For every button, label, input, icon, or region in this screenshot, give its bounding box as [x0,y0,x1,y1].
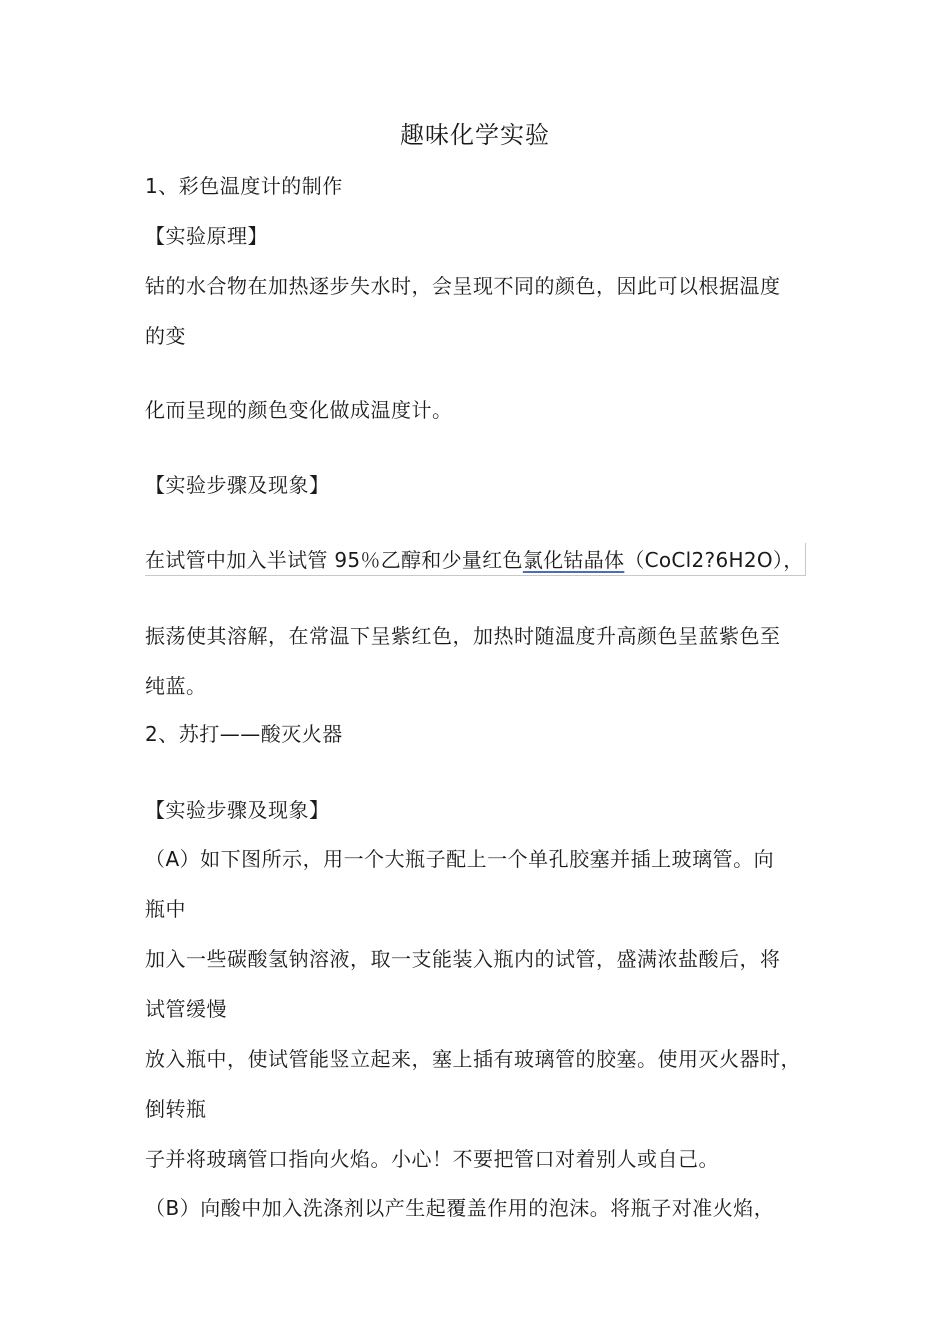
step-a-line-7: 子并将玻璃管口指向火焰。小心！不要把管口对着别人或自己。 [145,1147,719,1171]
step-a-line-4: 试管缓慢 [145,997,227,1021]
step-a-line-6: 倒转瓶 [145,1097,207,1121]
principle-heading: 【实验原理】 [145,224,268,248]
principle-text-line-1: 钴的水合物在加热逐步失水时，会呈现不同的颜色，因此可以根据温度 [145,274,781,298]
principle-text-line-3: 化而呈现的颜色变化做成温度计。 [145,398,453,422]
step-b-line-1: （B）向酸中加入洗涤剂以产生起覆盖作用的泡沫。将瓶子对准火焰， [145,1196,775,1220]
step-a-line-5: 放入瓶中，使试管能竖立起来，塞上插有玻璃管的胶塞。使用灭火器时， [145,1047,801,1071]
steps-heading-1: 【实验步骤及现象】 [145,473,330,497]
steps-text-line-3: 纯蓝。 [145,674,207,698]
steps-text-line-2: 振荡使其溶解，在常温下呈紫红色，加热时随温度升高颜色呈蓝紫色至 [145,624,781,648]
cobalt-chloride-term: 氯化钴晶体 [522,548,625,572]
step-a-line-2: 瓶中 [145,897,186,921]
principle-text-line-2: 的变 [145,324,186,348]
steps-heading-2: 【实验步骤及现象】 [145,798,330,822]
steps-text-line-1 [145,547,804,573]
steps-text-line-1-end: （CoCl2?6H2O）， [624,548,804,572]
highlighted-line-box [145,543,806,576]
section-1-heading: 1、彩色温度计的制作 [145,174,343,198]
step-a-line-1: （A）如下图所示，用一个大瓶子配上一个单孔胶塞并插上玻璃管。向 [145,847,775,871]
document-title: 趣味化学实验 [400,121,550,149]
section-2-heading: 2、苏打——酸灭火器 [145,722,343,746]
step-a-line-3: 加入一些碳酸氢钠溶液，取一支能装入瓶内的试管，盛满浓盐酸后，将 [145,947,781,971]
steps-text-line-1-start: 在试管中加入半试管 95％乙醇和少量红色 [145,548,523,572]
